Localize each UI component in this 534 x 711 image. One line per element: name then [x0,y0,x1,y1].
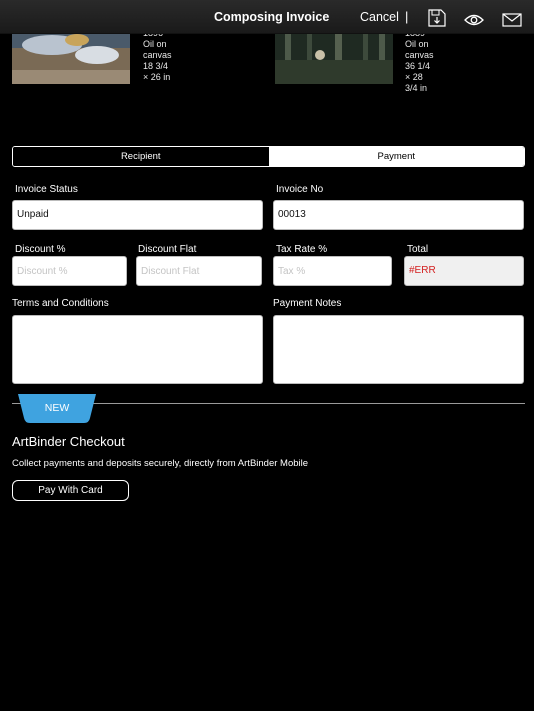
total-label: Total [407,244,429,255]
invoice-no-label: Invoice No [276,184,324,195]
artwork-size: 18 3/4 × 26 in [143,61,171,82]
tab-recipient[interactable]: Recipient [13,147,269,166]
terms-label: Terms and Conditions [12,298,109,309]
discount-flat-label: Discount Flat [138,244,197,255]
tab-payment[interactable]: Payment [269,147,525,166]
header-separator: | [405,9,409,24]
terms-textarea[interactable] [12,315,263,384]
artwork-medium: Oil on canvas [143,39,172,60]
artwork-meta [405,28,434,94]
pay-with-card-button[interactable]: Pay With Card [12,480,129,501]
page-title: Composing Invoice [214,10,330,24]
invoice-status-field[interactable]: Unpaid [12,200,263,230]
invoice-status-label: Invoice Status [15,184,78,195]
artwork-medium: Oil on canvas [405,39,434,60]
tax-rate-input[interactable] [273,256,392,286]
cancel-button[interactable]: Cancel [360,10,399,24]
save-icon[interactable] [427,9,447,27]
navigation-bar [0,0,534,34]
artwork-meta [143,28,172,83]
total-value: #ERR [404,256,524,286]
mail-icon[interactable] [502,11,522,29]
discount-flat-input[interactable] [136,256,262,286]
checkout-title: ArtBinder Checkout [12,434,125,449]
tab-bar [12,146,525,167]
invoice-no-field[interactable]: 00013 [273,200,524,230]
tax-rate-label: Tax Rate % [276,244,328,255]
new-badge [18,394,96,424]
eye-icon[interactable] [464,11,484,29]
artwork-size: 36 1/4 × 28 3/4 in [405,61,431,93]
discount-percent-input[interactable] [12,256,127,286]
new-badge-text: NEW [44,402,70,414]
discount-percent-label: Discount % [15,244,66,255]
payment-notes-textarea[interactable] [273,315,524,384]
checkout-description: Collect payments and deposits securely, directly from ArtBinder Mobile [12,458,309,469]
payment-notes-label: Payment Notes [273,298,342,309]
